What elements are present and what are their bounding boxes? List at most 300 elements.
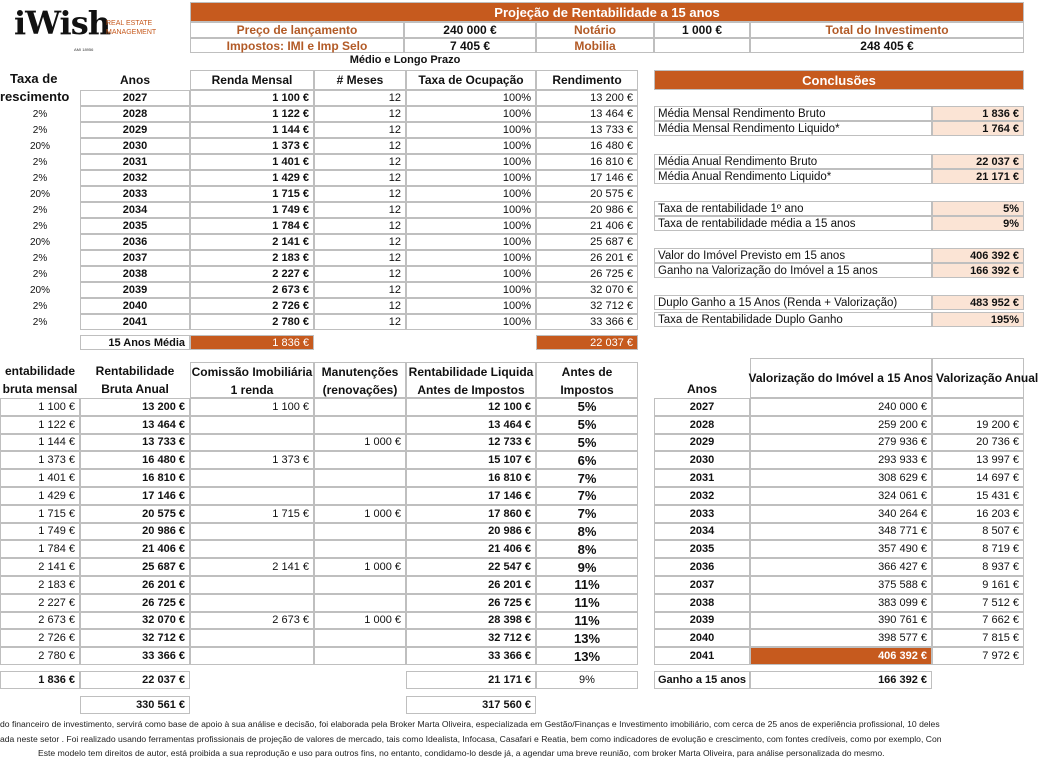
t1-cell-meses: 12 (314, 138, 406, 154)
mobilia-value (654, 38, 750, 53)
t1-cell-rend: 13 200 € (536, 90, 638, 106)
t2-total-rl: 317 560 € (406, 696, 536, 714)
t1-cell-renda: 1 784 € (190, 218, 314, 234)
t2-total-rba: 330 561 € (80, 696, 190, 714)
t3-cell-val: 383 099 € (750, 594, 932, 612)
t2-cell-man (314, 398, 406, 416)
t2-cell-pct: 5% (536, 434, 638, 452)
t2-cell-pct: 6% (536, 451, 638, 469)
t3-cell-va: 14 697 € (932, 469, 1024, 487)
t2-cell-rbm: 2 673 € (0, 612, 80, 630)
conclusao-value: 406 392 € (932, 248, 1024, 263)
conclusao-value: 9% (932, 216, 1024, 231)
logo-brand: iWish (14, 4, 110, 42)
t2-cell-rbm: 1 715 € (0, 505, 80, 523)
t2-cell-rbm: 1 100 € (0, 398, 80, 416)
t1-cell-ocup: 100% (406, 266, 536, 282)
t2-cell-man (314, 576, 406, 594)
t3-cell-ano: 2028 (654, 416, 750, 434)
t2-cell-pct: 7% (536, 487, 638, 505)
t1-cell-renda: 1 373 € (190, 138, 314, 154)
t2-header-ai-2: Impostos (560, 383, 614, 397)
t2-header-rbm-2: bruta mensal (2, 382, 78, 396)
t3-cell-ano: 2029 (654, 434, 750, 452)
t2-cell-com (190, 594, 314, 612)
t3-cell-ano: 2041 (654, 647, 750, 665)
t3-cell-val: 259 200 € (750, 416, 932, 434)
t2-cell-rba: 16 810 € (80, 469, 190, 487)
t2-cell-man (314, 647, 406, 665)
notario-label: Notário (536, 22, 654, 38)
t2-header-man-2: (renovações) (322, 383, 398, 397)
t1-cell-meses: 12 (314, 298, 406, 314)
t2-header-ai-1: Antes de (561, 365, 613, 379)
total-label: Total do Investimento (750, 22, 1024, 38)
t3-cell-ano: 2031 (654, 469, 750, 487)
t3-cell-val: 375 588 € (750, 576, 932, 594)
conclusao-value: 195% (932, 312, 1024, 327)
t1-cell-taxa: 20% (29, 236, 50, 248)
t1-header-taxa-line2: rescimento (0, 89, 70, 104)
t2-cell-rbm: 1 429 € (0, 487, 80, 505)
t3-cell-va: 9 161 € (932, 576, 1024, 594)
t2-cell-rba: 20 575 € (80, 505, 190, 523)
t2-cell-man: 1 000 € (314, 434, 406, 452)
t1-cell-meses: 12 (314, 202, 406, 218)
t1-cell-meses: 12 (314, 250, 406, 266)
t1-cell-rend: 32 070 € (536, 282, 638, 298)
t1-cell-taxa: 2% (32, 252, 48, 264)
t1-cell-meses: 12 (314, 314, 406, 330)
t2-cell-pct: 11% (536, 612, 638, 630)
t2-cell-man (314, 469, 406, 487)
t2-header-ai (536, 362, 638, 398)
t1-cell-ocup: 100% (406, 122, 536, 138)
t1-cell-ano: 2036 (80, 234, 190, 250)
t1-cell-ano: 2030 (80, 138, 190, 154)
t2-cell-rl: 32 712 € (406, 629, 536, 647)
t2-cell-com: 1 715 € (190, 505, 314, 523)
t1-cell-renda: 2 227 € (190, 266, 314, 282)
t2-cell-pct: 13% (536, 629, 638, 647)
t1-cell-renda: 2 183 € (190, 250, 314, 266)
t1-cell-meses: 12 (314, 122, 406, 138)
t1-cell-rend: 26 725 € (536, 266, 638, 282)
t3-cell-ano: 2033 (654, 505, 750, 523)
t1-cell-meses: 12 (314, 154, 406, 170)
t1-cell-rend: 13 464 € (536, 106, 638, 122)
conclusao-label: Média Anual Rendimento Bruto (654, 154, 932, 169)
t2-cell-rbm: 1 784 € (0, 540, 80, 558)
conclusoes-title: Conclusões (654, 70, 1024, 90)
t2-cell-pct: 9% (536, 558, 638, 576)
t1-cell-rend: 33 366 € (536, 314, 638, 330)
t1-cell-ano: 2032 (80, 170, 190, 186)
t2-cell-com (190, 576, 314, 594)
t2-cell-man (314, 451, 406, 469)
t3-cell-va: 19 200 € (932, 416, 1024, 434)
t1-cell-ano: 2033 (80, 186, 190, 202)
t2-cell-rbm: 1 373 € (0, 451, 80, 469)
t2-cell-man: 1 000 € (314, 558, 406, 576)
t2-header-rba-2: Bruta Anual (101, 382, 169, 396)
t3-cell-val: 348 771 € (750, 523, 932, 541)
t1-cell-renda: 1 715 € (190, 186, 314, 202)
mobilia-label: Mobilia (536, 38, 654, 53)
t1-cell-ano: 2039 (80, 282, 190, 298)
t1-cell-ano: 2038 (80, 266, 190, 282)
t1-cell-ocup: 100% (406, 202, 536, 218)
t3-cell-ano: 2039 (654, 612, 750, 630)
t3-cell-va: 16 203 € (932, 505, 1024, 523)
t1-cell-ocup: 100% (406, 170, 536, 186)
t2-cell-man (314, 487, 406, 505)
t3-header-va: Valorização Anual (932, 358, 1024, 398)
t1-cell-meses: 12 (314, 106, 406, 122)
conclusao-label: Taxa de rentabilidade média a 15 anos (654, 216, 932, 231)
t3-cell-ano: 2038 (654, 594, 750, 612)
t1-header-renda: Renda Mensal (190, 70, 314, 90)
t1-cell-meses: 12 (314, 186, 406, 202)
t1-cell-meses: 12 (314, 266, 406, 282)
t2-cell-rba: 13 733 € (80, 434, 190, 452)
t2-cell-rl: 13 464 € (406, 416, 536, 434)
t1-cell-ano: 2034 (80, 202, 190, 218)
t2-cell-rbm: 1 122 € (0, 416, 80, 434)
t2-cell-pct: 7% (536, 505, 638, 523)
t3-cell-va: 20 736 € (932, 434, 1024, 452)
t1-cell-taxa: 20% (29, 284, 50, 296)
t1-cell-rend: 16 810 € (536, 154, 638, 170)
t2-cell-man: 1 000 € (314, 505, 406, 523)
t1-cell-meses: 12 (314, 234, 406, 250)
t2-cell-rl: 16 810 € (406, 469, 536, 487)
t1-cell-ocup: 100% (406, 106, 536, 122)
t2-header-com-2: 1 renda (230, 383, 274, 397)
conclusao-label: Taxa de Rentabilidade Duplo Ganho (654, 312, 932, 327)
t3-cell-val: 324 061 € (750, 487, 932, 505)
t3-cell-ano: 2034 (654, 523, 750, 541)
t1-cell-ano: 2031 (80, 154, 190, 170)
t3-cell-va: 13 997 € (932, 451, 1024, 469)
conclusao-label: Média Mensal Rendimento Bruto (654, 106, 932, 121)
footer-line-3: Este modelo tem direitos de autor, está proibida a sua reprodução e uso para outros fins, no entanto, condidamo-lo desde já, a agendar uma breve reunião, com broker Marta Oliveira, para análise personalizada do mesmo. (38, 748, 885, 758)
logo (14, 4, 184, 56)
impostos-value: 7 405 € (404, 38, 536, 53)
conclusao-value: 1 836 € (932, 106, 1024, 121)
t2-cell-pct: 5% (536, 398, 638, 416)
t2-header-rl (406, 362, 536, 398)
t2-cell-rl: 12 733 € (406, 434, 536, 452)
t1-header-taxa-line1: Taxa de (10, 71, 58, 86)
t2-cell-rba: 26 725 € (80, 594, 190, 612)
t3-cell-va: 8 937 € (932, 558, 1024, 576)
t1-cell-renda: 2 780 € (190, 314, 314, 330)
t1-cell-rend: 20 575 € (536, 186, 638, 202)
conclusao-value: 483 952 € (932, 295, 1024, 310)
t2-header-man (314, 362, 406, 398)
t1-cell-ocup: 100% (406, 314, 536, 330)
t2-cell-com (190, 416, 314, 434)
t3-cell-ano: 2027 (654, 398, 750, 416)
t2-cell-rl: 26 201 € (406, 576, 536, 594)
t1-cell-renda: 1 401 € (190, 154, 314, 170)
t3-cell-va: 7 512 € (932, 594, 1024, 612)
t1-cell-ano: 2040 (80, 298, 190, 314)
total-value: 248 405 € (750, 38, 1024, 53)
t2-cell-rba: 26 201 € (80, 576, 190, 594)
t1-cell-renda: 1 429 € (190, 170, 314, 186)
t2-cell-com (190, 469, 314, 487)
t3-cell-ano: 2030 (654, 451, 750, 469)
t1-cell-taxa: 2% (32, 124, 48, 136)
t2-header-rba (80, 362, 190, 398)
t2-header-com (190, 362, 314, 398)
t1-cell-taxa: 2% (32, 220, 48, 232)
logo-license: AMI 18956 (74, 47, 94, 52)
t3-cell-val: 293 933 € (750, 451, 932, 469)
t1-media-renda: 1 836 € (190, 335, 314, 350)
t1-cell-renda: 1 122 € (190, 106, 314, 122)
t3-cell-val: 357 490 € (750, 540, 932, 558)
t1-cell-ano: 2041 (80, 314, 190, 330)
t2-cell-rl: 33 366 € (406, 647, 536, 665)
t2-cell-com: 1 373 € (190, 451, 314, 469)
t1-cell-ocup: 100% (406, 154, 536, 170)
conclusao-value: 5% (932, 201, 1024, 216)
t2-cell-rbm: 1 749 € (0, 523, 80, 541)
t1-cell-taxa: 2% (32, 316, 48, 328)
t1-cell-meses: 12 (314, 90, 406, 106)
logo-tagline-1: REAL ESTATE (106, 20, 153, 27)
t2-header-rbm-1: entabilidade (4, 364, 75, 378)
t2-cell-rl: 21 406 € (406, 540, 536, 558)
footer-line-2: ada neste setor . Foi realizado usando ferramentas profissionais de projeção de valores de mercado, tais como Idealista, Infocasa, Casafari e Reatia, bem como indicadores de evolução e crescimento, com fontes credíveis, como por exemplo, Con (0, 734, 942, 744)
t1-cell-taxa: 2% (32, 108, 48, 120)
medio-longo-label: Médio e Longo Prazo (349, 54, 461, 66)
t2-cell-rba: 13 200 € (80, 398, 190, 416)
t2-cell-rbm: 2 780 € (0, 647, 80, 665)
t2-cell-rl: 20 986 € (406, 523, 536, 541)
t2-cell-com (190, 487, 314, 505)
t3-cell-ano: 2032 (654, 487, 750, 505)
t2-cell-rl: 17 860 € (406, 505, 536, 523)
t3-cell-va: 7 662 € (932, 612, 1024, 630)
t3-ganho-label: Ganho a 15 anos (654, 671, 750, 689)
t1-cell-ano: 2037 (80, 250, 190, 266)
notario-value: 1 000 € (654, 22, 750, 38)
t1-cell-rend: 32 712 € (536, 298, 638, 314)
t2-cell-man (314, 540, 406, 558)
t3-cell-val: 240 000 € (750, 398, 932, 416)
t1-cell-renda: 1 144 € (190, 122, 314, 138)
t2-cell-rl: 26 725 € (406, 594, 536, 612)
t2-header-rbm (0, 362, 80, 398)
t3-cell-val: 406 392 € (750, 647, 932, 665)
t1-cell-rend: 13 733 € (536, 122, 638, 138)
t3-cell-ano: 2040 (654, 629, 750, 647)
t2-cell-rl: 22 547 € (406, 558, 536, 576)
t1-cell-taxa (0, 90, 80, 106)
t1-cell-ocup: 100% (406, 138, 536, 154)
logo-tagline-2: MANAGEMENT (106, 29, 157, 36)
t2-cell-rba: 25 687 € (80, 558, 190, 576)
t1-cell-ocup: 100% (406, 282, 536, 298)
t2-cell-com (190, 540, 314, 558)
t2-cell-pct: 8% (536, 523, 638, 541)
t2-cell-pct: 13% (536, 647, 638, 665)
t2-cell-rbm: 2 227 € (0, 594, 80, 612)
t1-cell-rend: 17 146 € (536, 170, 638, 186)
t2-cell-man (314, 523, 406, 541)
t3-cell-ano: 2037 (654, 576, 750, 594)
t1-cell-rend: 25 687 € (536, 234, 638, 250)
t2-cell-rba: 32 070 € (80, 612, 190, 630)
conclusao-value: 166 392 € (932, 263, 1024, 278)
t1-cell-rend: 20 986 € (536, 202, 638, 218)
t2-cell-rl: 12 100 € (406, 398, 536, 416)
t2-cell-com: 2 673 € (190, 612, 314, 630)
t1-media-rend: 22 037 € (536, 335, 638, 350)
t1-cell-renda: 2 726 € (190, 298, 314, 314)
t3-ganho-value: 166 392 € (750, 671, 932, 689)
t3-cell-val: 390 761 € (750, 612, 932, 630)
t2-cell-rba: 13 464 € (80, 416, 190, 434)
t3-cell-ano: 2036 (654, 558, 750, 576)
t2-cell-pct: 11% (536, 576, 638, 594)
main-title: Projeção de Rentabilidade a 15 anos (190, 2, 1024, 22)
t3-cell-val: 308 629 € (750, 469, 932, 487)
preco-value: 240 000 € (404, 22, 536, 38)
t1-header-anos: Anos (120, 73, 150, 87)
t1-header-meses: # Meses (314, 70, 406, 90)
t1-cell-ano: 2029 (80, 122, 190, 138)
t1-cell-taxa: 2% (32, 156, 48, 168)
conclusao-label: Média Anual Rendimento Liquido* (654, 169, 932, 184)
t2-header-rl-2: Antes de Impostos (417, 383, 525, 397)
t2-cell-com (190, 434, 314, 452)
t2-avg-rba: 22 037 € (80, 671, 190, 689)
t1-cell-ocup: 100% (406, 298, 536, 314)
footer-line-1: do financeiro de investimento, servirá como base de apoio à sua análise e decisão, foi elaborada pela Broker Marta Oliveira, especializada em Gestão/Finanças e Investimento imobiliário, com cerca de 25 anos de experiência profissional, 10 deles (0, 719, 940, 729)
impostos-label: Impostos: IMI e Imp Selo (190, 38, 404, 53)
conclusao-value: 21 171 € (932, 169, 1024, 184)
t2-cell-com (190, 523, 314, 541)
t3-cell-va: 8 507 € (932, 523, 1024, 541)
t3-header-anos: Anos (687, 382, 717, 396)
t2-cell-rba: 21 406 € (80, 540, 190, 558)
t1-cell-renda: 2 673 € (190, 282, 314, 298)
t2-cell-pct: 8% (536, 540, 638, 558)
t2-avg-pct: 9% (536, 671, 638, 689)
t1-cell-ano: 2027 (80, 90, 190, 106)
t2-cell-rbm: 1 401 € (0, 469, 80, 487)
conclusao-label: Ganho na Valorização do Imóvel a 15 anos (654, 263, 932, 278)
t2-cell-com: 1 100 € (190, 398, 314, 416)
t2-cell-rba: 32 712 € (80, 629, 190, 647)
t3-cell-ano: 2035 (654, 540, 750, 558)
t2-cell-rba: 33 366 € (80, 647, 190, 665)
t1-cell-ano: 2035 (80, 218, 190, 234)
t1-media-label: 15 Anos Média (80, 335, 190, 350)
t2-cell-rbm: 2 183 € (0, 576, 80, 594)
t1-cell-rend: 21 406 € (536, 218, 638, 234)
t3-cell-va: 7 972 € (932, 647, 1024, 665)
t1-cell-taxa: 2% (32, 204, 48, 216)
t1-cell-meses: 12 (314, 282, 406, 298)
t2-header-rl-1: Rentabilidade Liquida (408, 365, 534, 379)
conclusao-label: Valor do Imóvel Previsto em 15 anos (654, 248, 932, 263)
t2-cell-man (314, 416, 406, 434)
t2-cell-rl: 17 146 € (406, 487, 536, 505)
t2-cell-rl: 28 398 € (406, 612, 536, 630)
conclusao-label: Média Mensal Rendimento Liquido* (654, 121, 932, 136)
t1-cell-taxa: 2% (32, 268, 48, 280)
t2-cell-rbm: 2 726 € (0, 629, 80, 647)
t2-cell-pct: 7% (536, 469, 638, 487)
t2-cell-rl: 15 107 € (406, 451, 536, 469)
t3-cell-va: 8 719 € (932, 540, 1024, 558)
t2-cell-com: 2 141 € (190, 558, 314, 576)
conclusao-value: 22 037 € (932, 154, 1024, 169)
t3-cell-va (932, 398, 1024, 416)
t1-cell-taxa: 20% (29, 188, 50, 200)
t2-cell-man (314, 594, 406, 612)
t2-cell-rba: 16 480 € (80, 451, 190, 469)
t1-cell-ocup: 100% (406, 218, 536, 234)
t1-cell-ano: 2028 (80, 106, 190, 122)
conclusao-label: Duplo Ganho a 15 Anos (Renda + Valorização) (654, 295, 932, 310)
t3-cell-val: 366 427 € (750, 558, 932, 576)
t3-cell-val: 340 264 € (750, 505, 932, 523)
t2-cell-pct: 11% (536, 594, 638, 612)
t1-cell-ocup: 100% (406, 186, 536, 202)
t2-avg-rl: 21 171 € (406, 671, 536, 689)
t3-header-val: Valorização do Imóvel a 15 Anos (750, 358, 932, 398)
t2-cell-man (314, 629, 406, 647)
t2-cell-pct: 5% (536, 416, 638, 434)
conclusao-label: Taxa de rentabilidade 1º ano (654, 201, 932, 216)
t1-cell-ocup: 100% (406, 234, 536, 250)
t2-cell-com (190, 647, 314, 665)
t1-cell-meses: 12 (314, 218, 406, 234)
t1-cell-rend: 26 201 € (536, 250, 638, 266)
t1-cell-ocup: 100% (406, 90, 536, 106)
t1-header-ocupacao: Taxa de Ocupação (406, 70, 536, 90)
t2-cell-com (190, 629, 314, 647)
t3-cell-va: 15 431 € (932, 487, 1024, 505)
preco-label: Preço de lançamento (190, 22, 404, 38)
t2-cell-rbm: 2 141 € (0, 558, 80, 576)
t2-cell-rbm: 1 144 € (0, 434, 80, 452)
t1-cell-renda: 2 141 € (190, 234, 314, 250)
t1-cell-taxa: 2% (32, 172, 48, 184)
t1-header-rendimento: Rendimento (536, 70, 638, 90)
t3-cell-val: 279 936 € (750, 434, 932, 452)
t1-cell-ocup: 100% (406, 250, 536, 266)
t3-cell-val: 398 577 € (750, 629, 932, 647)
t2-header-rba-1: Rentabilidade (95, 364, 175, 378)
t1-cell-rend: 16 480 € (536, 138, 638, 154)
t1-cell-taxa: 20% (29, 140, 50, 152)
t2-header-com-1: Comissão Imobiliária (191, 365, 313, 379)
t2-cell-rba: 17 146 € (80, 487, 190, 505)
t1-cell-renda: 1 100 € (190, 90, 314, 106)
t1-cell-meses: 12 (314, 170, 406, 186)
t1-cell-renda: 1 749 € (190, 202, 314, 218)
t2-cell-man: 1 000 € (314, 612, 406, 630)
conclusao-value: 1 764 € (932, 121, 1024, 136)
